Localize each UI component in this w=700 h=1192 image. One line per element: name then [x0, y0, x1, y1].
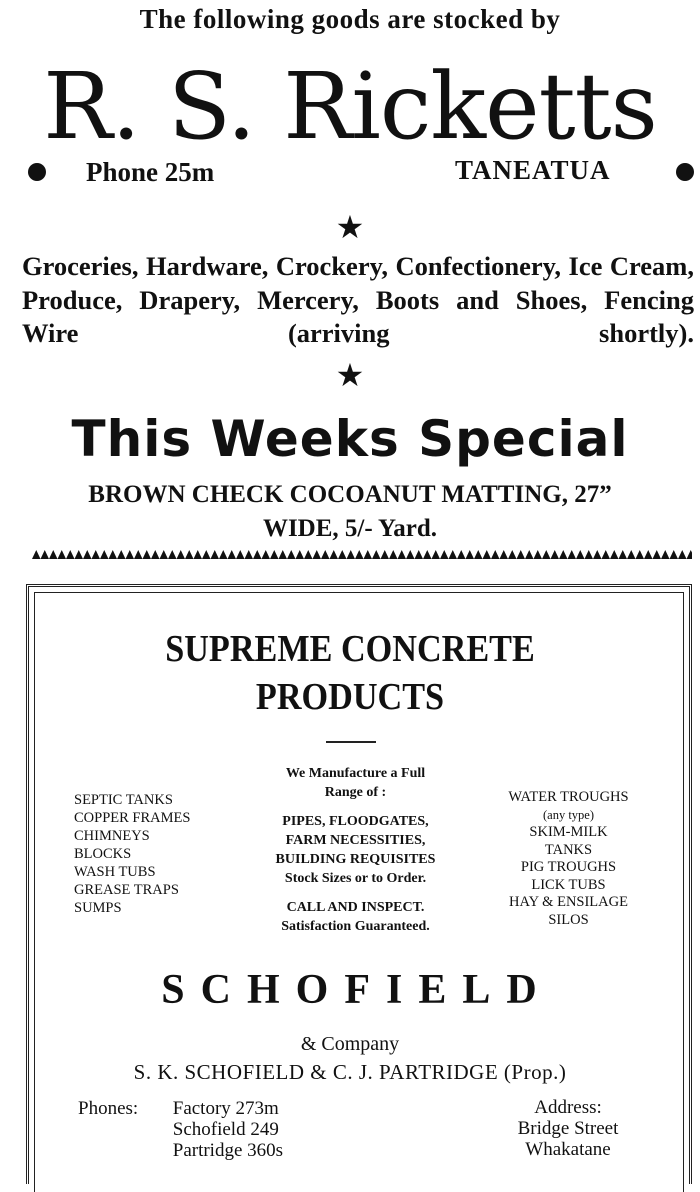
address-block	[488, 1097, 648, 1160]
list-item: TANKS	[544, 841, 593, 858]
ricketts-heading: The following goods are stocked by	[139, 4, 561, 34]
schofield-title	[35, 625, 665, 721]
special-line-2: WIDE, 5/- Yard.	[262, 515, 438, 542]
middle-column	[248, 764, 463, 936]
middle-line-4: Stock Sizes or to Order.	[284, 871, 427, 886]
list-item: COPPER FRAMES	[74, 810, 191, 826]
phones-block	[78, 1098, 283, 1161]
list-item: SILOS	[548, 911, 589, 928]
special-title: This Weeks Special	[71, 410, 629, 468]
proprietors: S. K. SCHOFIELD & C. J. PARTRIDGE (Prop.)	[133, 1060, 567, 1084]
middle-intro-2: Range of :	[324, 785, 387, 800]
middle-line-2: FARM NECESSITIES,	[285, 833, 426, 848]
list-item: BLOCKS	[74, 846, 132, 862]
list-item: WATER TROUGHS	[508, 789, 629, 805]
list-item: WASH TUBS	[74, 864, 156, 880]
middle-line-3: BUILDING REQUISITES	[275, 852, 436, 867]
ricketts-name: R. S. Ricketts	[43, 53, 657, 160]
list-item: SEPTIC TANKS	[74, 792, 173, 808]
list-item: PIG TROUGHS	[520, 859, 617, 875]
list-item: SKIM-MILK	[529, 824, 608, 840]
right-product-list	[486, 789, 651, 929]
phone-number: Factory 273m	[172, 1098, 279, 1119]
phone-number: Partridge 360s	[172, 1140, 284, 1161]
address-line: Whakatane	[525, 1139, 611, 1160]
ricketts-goods-list: Groceries, Hardware, Crockery, Confectionery, Ice Cream, Produce, Drapery, Mercery, Boots and Shoes, Fencing Wire (arriving shortly).	[22, 251, 694, 348]
star-ornament-icon: ★	[335, 209, 365, 245]
phones-label: Phones:	[78, 1098, 139, 1119]
middle-line-5: CALL AND INSPECT.	[286, 900, 425, 915]
address-line: Bridge Street	[517, 1118, 619, 1139]
list-item: CHIMNEYS	[74, 828, 150, 844]
title-line-2: PRODUCTS	[255, 676, 445, 718]
company-name: SCHOFIELD	[161, 967, 553, 1013]
address-label: Address:	[534, 1097, 602, 1118]
star-ornament-icon-2: ★	[335, 357, 365, 393]
and-company: & Company	[300, 1033, 400, 1055]
left-product-list	[74, 791, 190, 917]
ricketts-town: TANEATUA	[455, 155, 611, 185]
list-item: GREASE TRAPS	[74, 882, 179, 898]
bullet-dot-left	[28, 163, 46, 181]
list-item-note: (any type)	[542, 807, 595, 822]
title-line-1: SUPREME CONCRETE	[165, 628, 535, 670]
middle-line-1: PIPES, FLOODGATES,	[282, 814, 429, 829]
list-item: LICK TUBS	[531, 876, 606, 893]
bullet-dot-right	[676, 163, 694, 181]
zigzag-divider	[32, 548, 692, 560]
ricketts-phone: Phone 25m	[86, 157, 215, 187]
middle-line-6: Satisfaction Guaranteed.	[281, 919, 430, 934]
special-line-1: BROWN CHECK COCOANUT MATTING, 27”	[88, 481, 612, 508]
title-rule	[326, 741, 376, 743]
middle-intro-1: We Manufacture a Full	[285, 766, 426, 781]
phone-number: Schofield 249	[172, 1119, 279, 1140]
special-description	[0, 478, 700, 546]
list-item: HAY & ENSILAGE	[509, 894, 628, 910]
list-item: SUMPS	[74, 900, 122, 916]
